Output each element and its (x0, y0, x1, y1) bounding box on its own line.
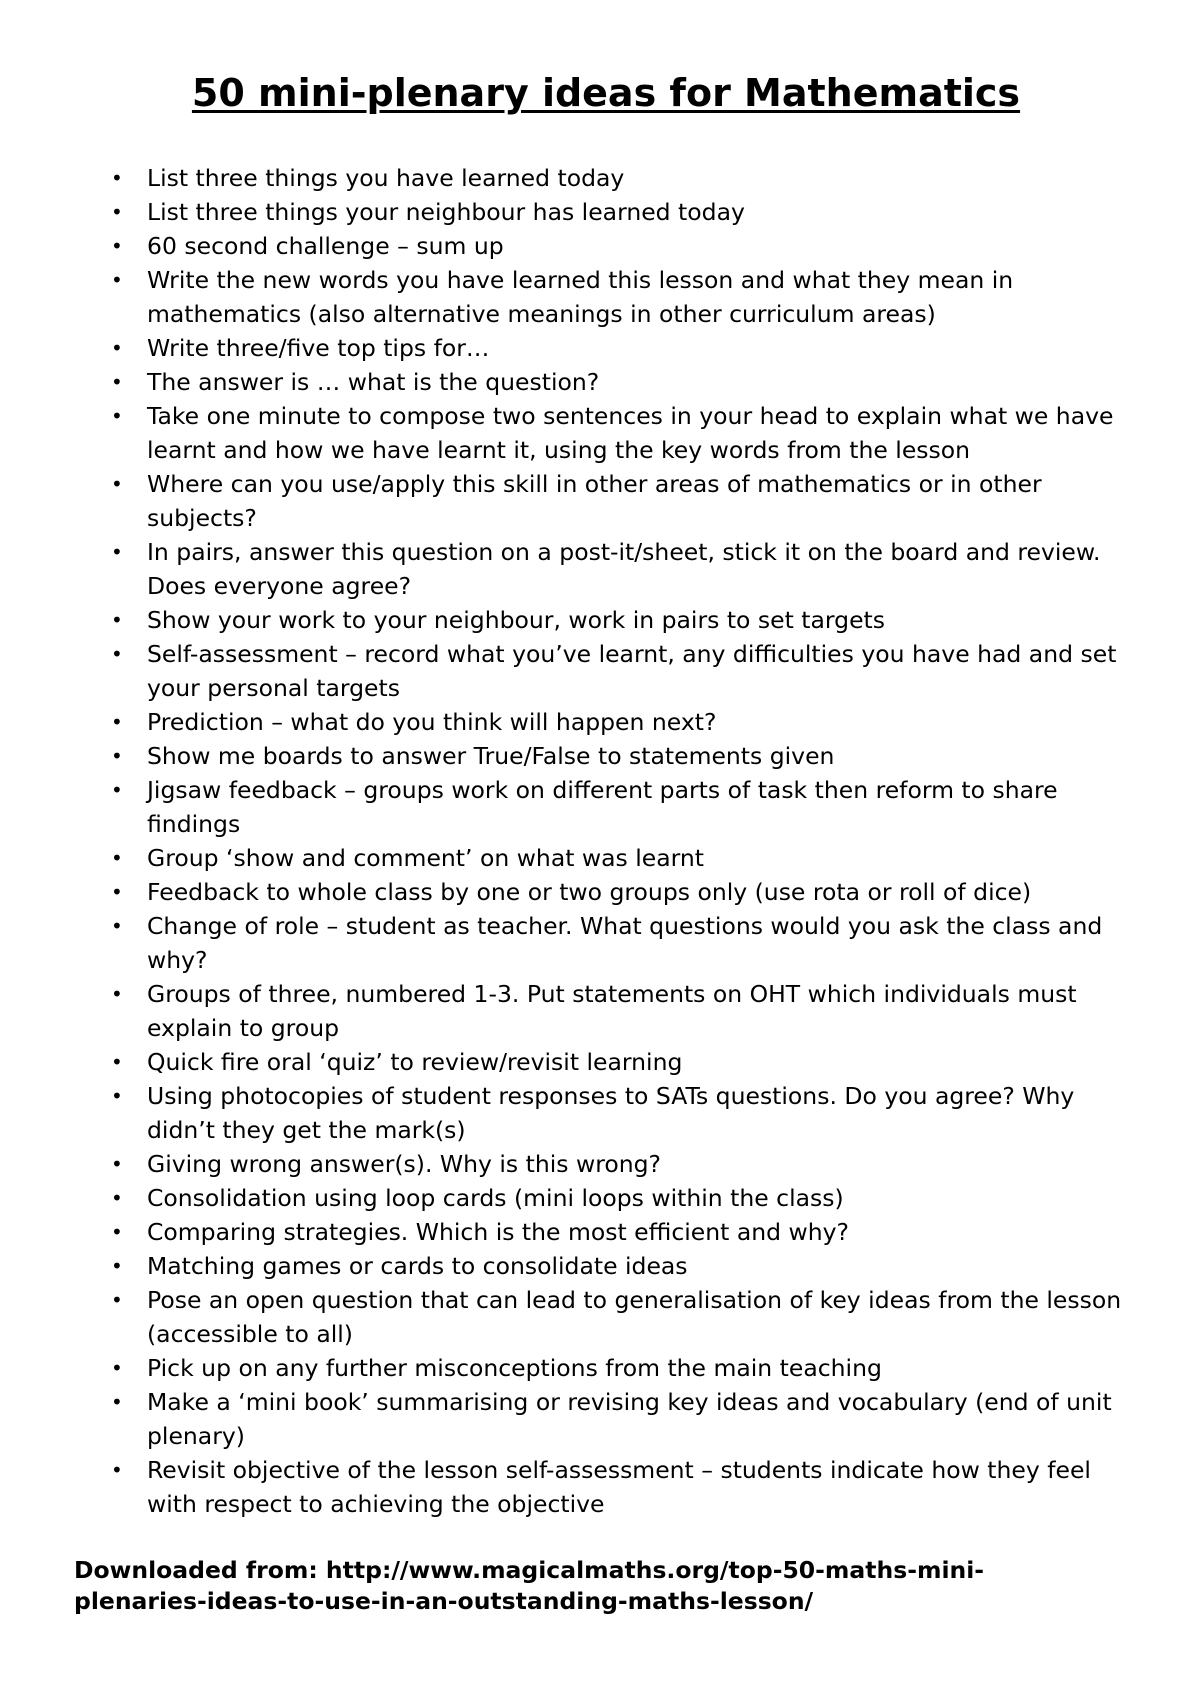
list-item-text: Revisit objective of the lesson self-assessment – students indicate how they feel with respect to achieving the objective (147, 1456, 1091, 1518)
list-item (111, 467, 1137, 535)
bullet-icon: • (111, 336, 123, 360)
bullet-icon: • (111, 472, 123, 496)
list-item (111, 229, 1137, 263)
source-line: plenaries-ideas-to-use-in-an-outstanding-maths-lesson/ (74, 1587, 814, 1615)
list-item (111, 1283, 1137, 1351)
bullet-icon: • (111, 642, 123, 666)
list-item-text: List three things your neighbour has learned today (147, 198, 745, 226)
list-item-text: Quick fire oral ‘quiz’ to review/revisit learning (147, 1048, 683, 1076)
list-item (111, 773, 1137, 841)
source-line: Downloaded from: http://www.magicalmaths.org/top-50-maths-mini- (74, 1556, 985, 1584)
list-item-text: List three things you have learned today (147, 164, 625, 192)
list-item (111, 1147, 1137, 1181)
list-item (111, 875, 1137, 909)
bullet-icon: • (111, 166, 123, 190)
bullet-icon: • (111, 1288, 123, 1312)
bullet-icon: • (111, 1220, 123, 1244)
list-item (111, 1453, 1137, 1521)
list-item-text: In pairs, answer this question on a post-it/sheet, stick it on the board and review. Does everyone agree? (147, 538, 1101, 600)
bullet-icon: • (111, 268, 123, 292)
list-item (111, 1385, 1137, 1453)
list-item-text: Take one minute to compose two sentences in your head to explain what we have learnt and how we have learnt it, using the key words from the lesson (147, 402, 1114, 464)
bullet-icon: • (111, 710, 123, 734)
bullet-icon: • (111, 1084, 123, 1108)
list-item (111, 841, 1137, 875)
bullet-icon: • (111, 200, 123, 224)
list-item-text: Using photocopies of student responses to SATs questions. Do you agree? Why didn’t they get the mark(s) (147, 1082, 1075, 1144)
list-item-text: Show me boards to answer True/False to statements given (147, 742, 835, 770)
bullet-icon: • (111, 1152, 123, 1176)
list-item (111, 637, 1137, 705)
list-item (111, 909, 1137, 977)
bullet-icon: • (111, 1254, 123, 1278)
source-attribution (74, 1555, 1074, 1617)
list-item-text: Pose an open question that can lead to generalisation of key ideas from the lesson (accessible to all) (147, 1286, 1122, 1348)
list-item (111, 535, 1137, 603)
list-item (111, 705, 1137, 739)
ideas-list (111, 161, 1137, 1521)
list-item (111, 365, 1137, 399)
bullet-icon: • (111, 540, 123, 564)
list-item (111, 603, 1137, 637)
bullet-icon: • (111, 1390, 123, 1414)
list-item-text: Self-assessment – record what you’ve learnt, any difficulties you have had and set your personal targets (147, 640, 1117, 702)
list-item-text: Change of role – student as teacher. What questions would you ask the class and why? (147, 912, 1103, 974)
list-item-text: Consolidation using loop cards (mini loops within the class) (147, 1184, 844, 1212)
list-item-text: 60 second challenge – sum up (147, 232, 504, 260)
list-item-text: Group ‘show and comment’ on what was learnt (147, 844, 704, 872)
list-item (111, 1215, 1137, 1249)
list-item-text: Prediction – what do you think will happen next? (147, 708, 717, 736)
list-item (111, 331, 1137, 365)
list-item (111, 1181, 1137, 1215)
list-item-text: Write the new words you have learned this lesson and what they mean in mathematics (also alternative meanings in other curriculum areas) (147, 266, 1014, 328)
list-item (111, 1249, 1137, 1283)
bullet-icon: • (111, 1050, 123, 1074)
bullet-icon: • (111, 982, 123, 1006)
list-item (111, 1079, 1137, 1147)
bullet-icon: • (111, 914, 123, 938)
list-item-text: Pick up on any further misconceptions from the main teaching (147, 1354, 882, 1382)
bullet-icon: • (111, 234, 123, 258)
list-item-text: Feedback to whole class by one or two groups only (use rota or roll of dice) (147, 878, 1032, 906)
list-item (111, 977, 1137, 1045)
list-item-text: Make a ‘mini book’ summarising or revising key ideas and vocabulary (end of unit plenary) (147, 1388, 1112, 1450)
list-item (111, 195, 1137, 229)
list-item-text: Show your work to your neighbour, work in pairs to set targets (147, 606, 885, 634)
bullet-icon: • (111, 846, 123, 870)
bullet-icon: • (111, 1356, 123, 1380)
list-item-text: Where can you use/apply this skill in other areas of mathematics or in other subjects? (147, 470, 1042, 532)
list-item-text: Jigsaw feedback – groups work on different parts of task then reform to share findings (147, 776, 1058, 838)
list-item (111, 399, 1137, 467)
list-item (111, 263, 1137, 331)
bullet-icon: • (111, 744, 123, 768)
list-item-text: Comparing strategies. Which is the most efficient and why? (147, 1218, 850, 1246)
page-title: 50 mini-plenary ideas for Mathematics (191, 71, 1021, 115)
bullet-icon: • (111, 778, 123, 802)
list-item (111, 739, 1137, 773)
bullet-icon: • (111, 1186, 123, 1210)
list-item-text: Matching games or cards to consolidate ideas (147, 1252, 688, 1280)
list-item-text: Groups of three, numbered 1-3. Put statements on OHT which individuals must explain to group (147, 980, 1077, 1042)
list-item-text: Giving wrong answer(s). Why is this wrong? (147, 1150, 662, 1178)
list-item (111, 161, 1137, 195)
bullet-icon: • (111, 1458, 123, 1482)
list-item-text: Write three/five top tips for… (147, 334, 490, 362)
bullet-icon: • (111, 370, 123, 394)
list-item (111, 1351, 1137, 1385)
bullet-icon: • (111, 608, 123, 632)
bullet-icon: • (111, 880, 123, 904)
list-item-text: The answer is … what is the question? (147, 368, 600, 396)
bullet-icon: • (111, 404, 123, 428)
list-item (111, 1045, 1137, 1079)
